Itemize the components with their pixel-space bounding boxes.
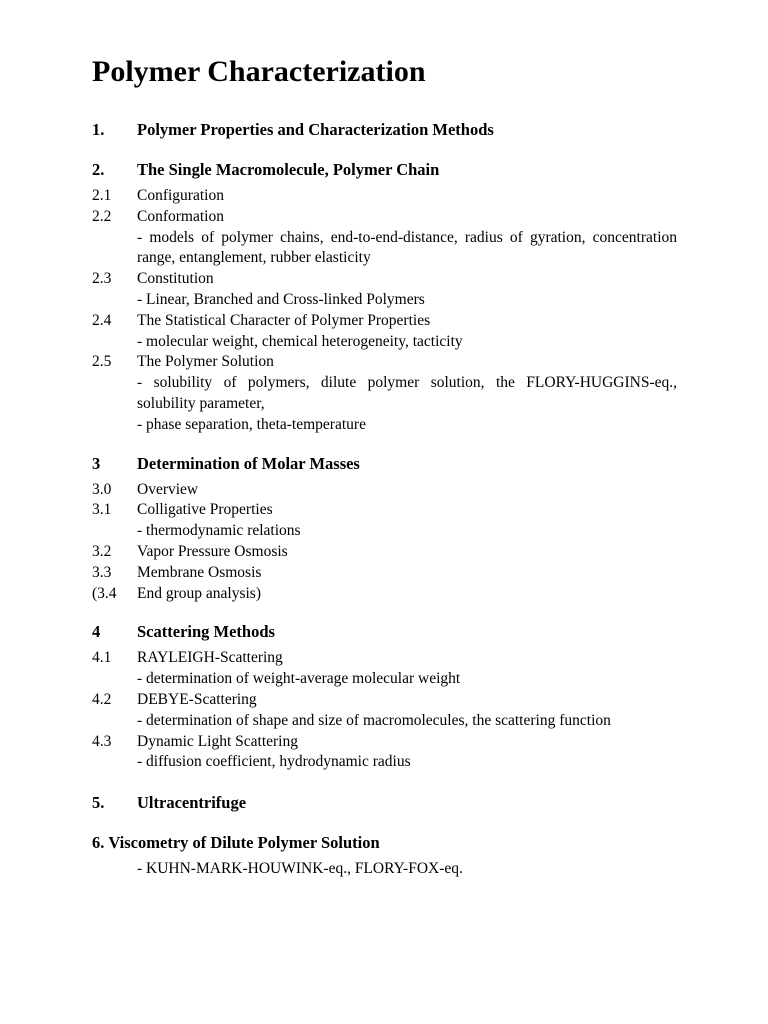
subsection-note: - Linear, Branched and Cross-linked Polymers [137,290,425,308]
section-heading-6 [92,827,677,859]
section-heading-2 [92,154,677,186]
subsection-4-1 [92,648,677,669]
subsection-label: Configuration [137,187,224,204]
subsection-2-4 [92,311,677,332]
subsection-label: Vapor Pressure Osmosis [137,542,288,560]
subsection-label: Membrane Osmosis [137,563,262,581]
subsection-number: 3.2 [92,542,112,560]
section-number: 3 [92,453,101,473]
subsection-number: 2.2 [92,207,112,225]
subsection-number: 2.1 [92,187,112,204]
subsection-note: - determination of shape and size of macromolecules, the scattering function [137,711,611,729]
subsection-note: - solubility of polymers, dilute polymer solution, the FLORY-HUGGINS-eq., solubility parameter, [137,374,677,412]
section-number: 2. [92,160,105,179]
subsection-3-1 [92,500,677,521]
subsection-2-5 [92,352,677,373]
subsection-note: - diffusion coefficient, hydrodynamic radius [137,753,411,771]
subsection-2-3 [92,269,677,290]
subsection-label: The Statistical Character of Polymer Properties [137,311,431,329]
subsection-note: - determination of weight-average molecular weight [137,670,461,688]
subsection-note: - KUHN-MARK-HOUWINK-eq., FLORY-FOX-eq. [137,860,463,878]
subsection-label: Dynamic Light Scattering [137,732,298,750]
section-heading-5 [92,785,677,821]
section-title: Scattering Methods [137,622,275,642]
subsection-note: - models of polymer chains, end-to-end-distance, radius of gyration, concentration range, entanglement, rubber elasticity [137,228,677,267]
subsection-number: (3.4 [92,584,117,602]
section-title: Ultracentrifuge [137,793,247,813]
subsection-number: 3.1 [92,501,112,519]
subsection-number: 3.0 [92,480,112,498]
subsection-number: 2.5 [92,353,112,371]
subsection-label: Overview [137,480,199,498]
subsection-label: The Polymer Solution [137,353,274,371]
subsection-number: 2.3 [92,270,112,288]
subsection-label: Constitution [137,270,214,288]
subsection-number: 4.1 [92,649,112,667]
subsection-note: - molecular weight, chemical heterogeneity, tacticity [137,332,463,350]
subsection-number: 4.3 [92,732,112,750]
section-number: 4 [92,622,101,642]
section-title: Determination of Molar Masses [137,453,360,473]
section-heading-4 [92,616,677,648]
section-heading-3 [92,448,677,480]
subsection-number: 2.4 [92,311,112,329]
section-number: 6. [92,833,105,853]
subsection-4-2 [92,690,677,711]
subsection-label: RAYLEIGH-Scattering [137,649,283,667]
section-title: Viscometry of Dilute Polymer Solution [108,833,380,853]
section-title: Polymer Properties and Characterization Methods [137,120,494,139]
subsection-note: - thermodynamic relations [137,522,301,540]
table-of-contents [92,112,677,880]
subsection-4-3 [92,732,677,753]
section-number: 1. [92,120,105,139]
subsection-label: DEBYE-Scattering [137,690,257,708]
section-title: The Single Macromolecule, Polymer Chain [137,160,440,179]
subsection-3-2 [92,542,677,563]
subsection-3-0 [92,480,677,501]
page-title: Polymer Characterization [92,55,426,88]
subsection-2-1 [92,186,677,207]
subsection-3-3 [92,563,677,584]
subsection-note: - phase separation, theta-temperature [137,415,366,433]
subsection-label: Colligative Properties [137,501,273,519]
section-number: 5. [92,793,105,813]
section-heading-1 [92,112,677,148]
subsection-label: Conformation [137,207,224,225]
subsection-2-2 [92,207,677,228]
subsection-number: 3.3 [92,563,112,581]
subsection-3-4 [92,584,677,605]
subsection-label: End group analysis) [137,584,261,602]
subsection-number: 4.2 [92,690,112,708]
